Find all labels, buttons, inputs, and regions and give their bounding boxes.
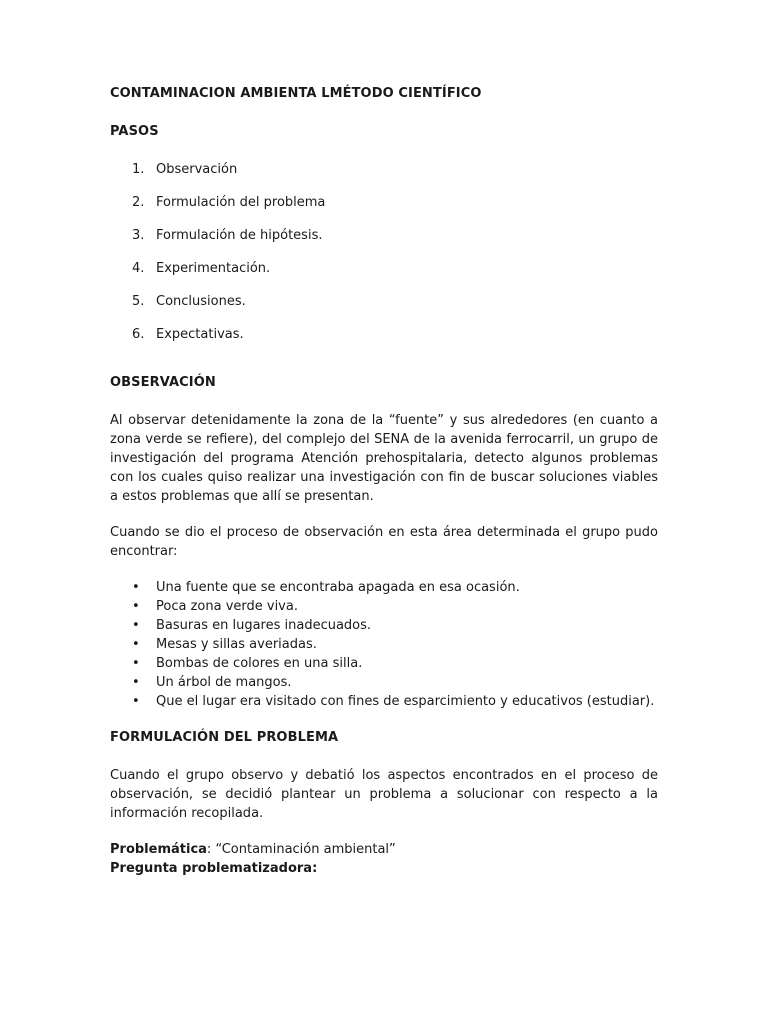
list-item (110, 673, 658, 692)
bullet-icon: • (132, 580, 140, 595)
step-text: Formulación de hipótesis. (156, 228, 323, 243)
step-number: 3. (132, 228, 145, 243)
list-item (110, 160, 658, 179)
list-item (110, 193, 658, 212)
list-item (110, 226, 658, 245)
step-number: 6. (132, 327, 145, 342)
bullet-icon: • (132, 694, 140, 709)
list-item (110, 654, 658, 673)
observation-heading: OBSERVACIÓN (110, 375, 216, 390)
step-number: 4. (132, 261, 145, 276)
bullet-icon: • (132, 599, 140, 614)
observation-intro-paragraph: Cuando se dio el proceso de observación en esta área determinada el grupo pudo encontrar: (110, 525, 658, 559)
pregunta-label: Pregunta problematizadora (110, 861, 313, 876)
problem-paragraph: Cuando el grupo observo y debatió los aspectos encontrados en el proceso de observación, se decidió plantear un problema a solucionar con respecto a la información recopilada. (110, 768, 658, 821)
bullet-icon: • (132, 618, 140, 633)
list-item (110, 597, 658, 616)
step-text: Formulación del problema (156, 195, 326, 210)
finding-text: Que el lugar era visitado con fines de esparcimiento y educativos (estudiar). (156, 694, 655, 709)
pregunta-line (110, 859, 658, 878)
list-item (110, 578, 658, 597)
findings-list (110, 578, 658, 711)
list-item (110, 259, 658, 278)
step-text: Experimentación. (156, 261, 271, 276)
problematica-value: “Contaminación ambiental” (211, 842, 396, 857)
finding-text: Poca zona verde viva. (156, 599, 298, 614)
document-title: CONTAMINACION AMBIENTA LMÉTODO CIENTÍFICO (110, 86, 482, 101)
bullet-icon: • (132, 675, 140, 690)
step-number: 1. (132, 162, 145, 177)
list-item (110, 616, 658, 635)
bullet-icon: • (132, 637, 140, 652)
finding-text: Mesas y sillas averiadas. (156, 637, 317, 652)
step-number: 5. (132, 294, 145, 309)
finding-text: Un árbol de mangos. (156, 675, 292, 690)
list-item (110, 692, 658, 711)
steps-heading: PASOS (110, 124, 159, 139)
problem-heading: FORMULACIÓN DEL PROBLEMA (110, 730, 339, 745)
problematica-colon: : (206, 842, 212, 857)
list-item (110, 635, 658, 654)
spacer (110, 358, 658, 373)
finding-text: Basuras en lugares inadecuados. (156, 618, 372, 633)
finding-text: Una fuente que se encontraba apagada en esa ocasión. (156, 580, 520, 595)
finding-text: Bombas de colores en una silla. (156, 656, 363, 671)
observation-paragraph: Al observar detenidamente la zona de la “fuente” y sus alrededores (en cuanto a zona verde se refiere), del complejo del SENA de la avenida ferrocarril, un grupo de investigación del programa Atención prehospitalaria, detecto algunos problemas con los cuales quiso realizar una investigación con fin de buscar soluciones viables a estos problemas que allí se presentan. (110, 413, 658, 504)
document-content (110, 84, 658, 878)
steps-list (110, 160, 658, 344)
step-text: Expectativas. (156, 327, 244, 342)
problematica-label: Problemática (110, 842, 207, 857)
pregunta-colon: : (312, 861, 318, 876)
bullet-icon: • (132, 656, 140, 671)
list-item (110, 292, 658, 311)
step-text: Conclusiones. (156, 294, 246, 309)
list-item (110, 325, 658, 344)
problematica-line (110, 840, 658, 859)
step-number: 2. (132, 195, 145, 210)
step-text: Observación (156, 162, 238, 177)
